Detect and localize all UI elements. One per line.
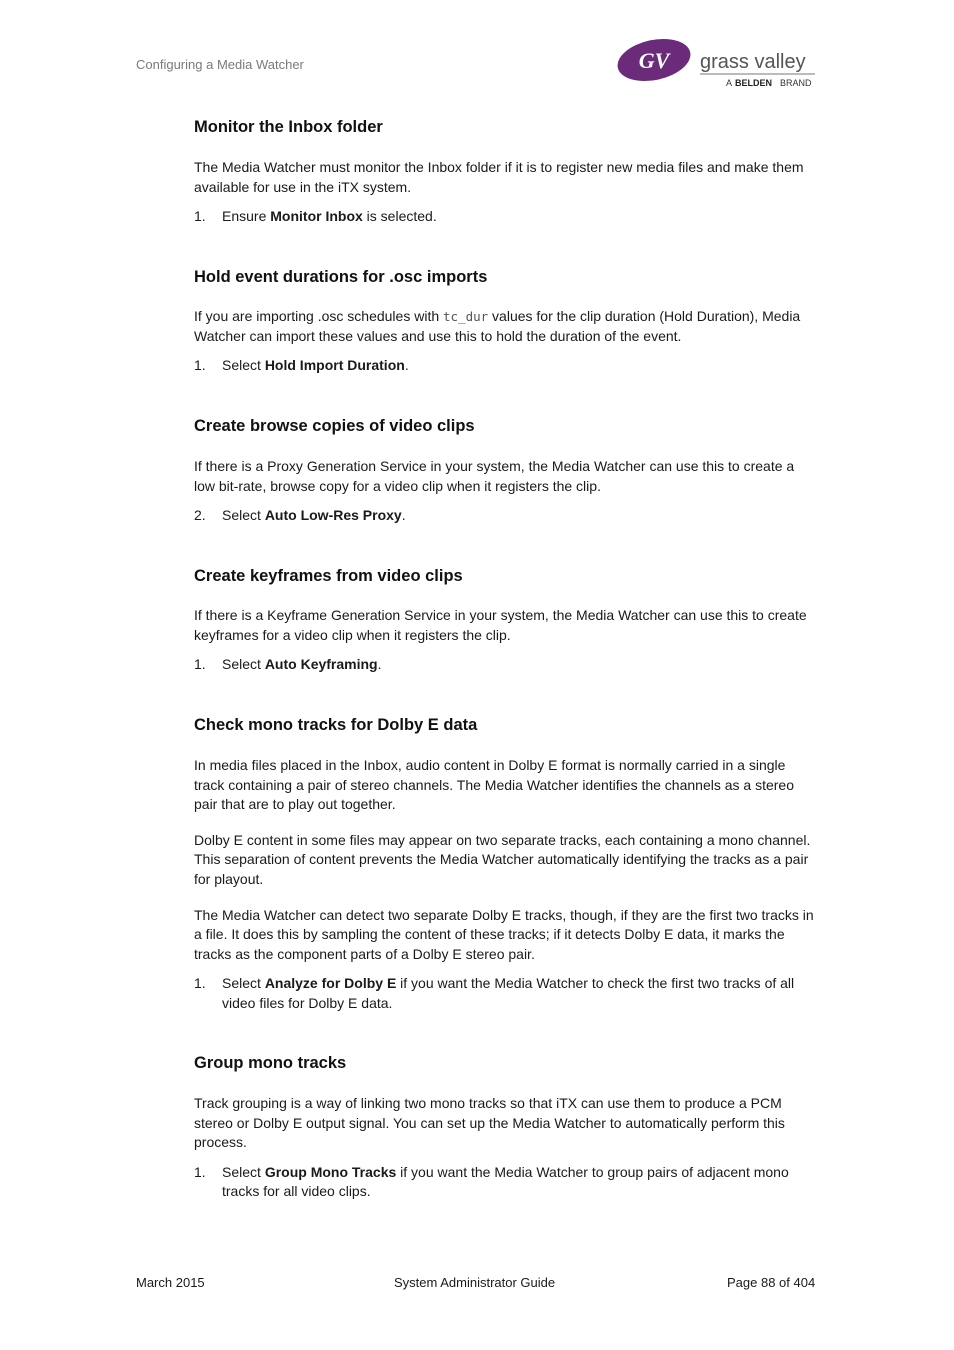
step-number: 1. — [194, 975, 206, 992]
step-item — [194, 207, 818, 227]
logo-brand-text: grass valley — [700, 51, 806, 73]
ui-option-label: Group Mono Tracks — [264, 1163, 397, 1180]
inline-code: tc_dur — [443, 309, 489, 324]
paragraph: The Media Watcher can detect two separate Dolby E tracks, though, if they are the first two tracks in a file. It does this by sampling the content of these tracks; if it detects Dolby E data, it marks the tracks as the component parts of a Dolby E stereo pair. — [194, 906, 814, 962]
step-text: is selected. — [362, 208, 437, 225]
section-heading: Hold event durations for .osc imports — [194, 268, 488, 286]
ui-option-label: Analyze for Dolby E — [264, 975, 397, 992]
step-number: 1. — [194, 208, 206, 225]
step-text: Select — [222, 357, 265, 374]
step-item — [194, 974, 818, 1013]
step-text: Select — [222, 507, 265, 524]
section-dolby-e-check — [194, 715, 818, 1014]
step-text: if you want the Media Watcher to group pairs of adjacent mono tracks for all video clips. — [222, 1163, 789, 1200]
step-number: 1. — [194, 1163, 206, 1180]
step-text: Ensure — [222, 208, 271, 225]
footer-page-number: Page 88 of 404 — [727, 1275, 816, 1290]
step-number: 1. — [194, 357, 206, 374]
grass-valley-logo — [616, 38, 816, 90]
logo-tagline-brand: BELDEN — [735, 78, 773, 88]
step-text: Select — [222, 975, 265, 992]
ui-option-label: Monitor Inbox — [270, 208, 363, 225]
step-text: . — [404, 357, 409, 374]
section-group-mono-tracks — [194, 1053, 818, 1202]
ui-option-label: Auto Low-Res Proxy — [264, 507, 402, 524]
section-browse-copies — [194, 416, 818, 526]
step-item — [194, 506, 818, 526]
step-text: . — [401, 507, 406, 524]
section-heading: Group mono tracks — [194, 1054, 347, 1072]
logo-tagline-suffix: BRAND — [780, 78, 812, 88]
section-heading: Check mono tracks for Dolby E data — [194, 716, 478, 734]
step-item — [194, 356, 818, 376]
paragraph: In media files placed in the Inbox, audio content in Dolby E format is normally carried in a single track containing a pair of stereo channels. The Media Watcher identifies the channels as a stereo pair that are to play out together. — [194, 757, 795, 813]
step-text: . — [377, 656, 382, 673]
paragraph: If there is a Keyframe Generation Service in your system, the Media Watcher can use this to create keyframes for a video clip when it registers the clip. — [194, 607, 807, 643]
paragraph: The Media Watcher must monitor the Inbox folder if it is to register new media files and make them available for use in the iTX system. — [194, 159, 804, 195]
paragraph — [194, 307, 818, 346]
step-item — [194, 1163, 818, 1202]
step-text: Select — [222, 1163, 265, 1180]
section-heading: Create browse copies of video clips — [194, 417, 475, 435]
section-heading: Monitor the Inbox folder — [194, 118, 383, 136]
step-number: 2. — [194, 507, 206, 524]
paragraph: Dolby E content in some files may appear on two separate tracks, each containing a mono channel. This separation of content prevents the Media Watcher automatically identifying the tracks as a pair for playout. — [194, 831, 811, 887]
step-text: Select — [222, 656, 265, 673]
section-keyframes — [194, 566, 818, 675]
footer-date: March 2015 — [136, 1275, 205, 1290]
step-text: if you want the Media Watcher to check the first two tracks of all video files for Dolby E data. — [222, 975, 795, 1011]
ui-option-label: Hold Import Duration — [264, 357, 405, 374]
step-number: 1. — [194, 656, 206, 673]
svg-text:GV: GV — [638, 48, 670, 73]
logo-tagline-prefix: A — [726, 78, 733, 88]
section-monitor-inbox — [194, 117, 818, 227]
paragraph: Track grouping is a way of linking two mono tracks so that iTX can use them to produce a PCM stereo or Dolby E output signal. You can set up the Media Watcher to automatically perform this process. — [194, 1095, 785, 1151]
paragraph-text: values for the clip duration (Hold Duration), Media Watcher can import these values and use this to hold the duration of the event. — [194, 308, 801, 344]
running-header: Configuring a Media Watcher — [136, 57, 304, 72]
paragraph-text: If you are importing .osc schedules with — [194, 308, 444, 324]
footer-doc-title: System Administrator Guide — [394, 1275, 556, 1290]
section-hold-durations — [194, 267, 818, 376]
step-item — [194, 655, 818, 675]
paragraph: If there is a Proxy Generation Service in your system, the Media Watcher can use this to create a low bit-rate, browse copy for a video clip when it registers the clip. — [194, 458, 795, 494]
ui-option-label: Auto Keyframing — [264, 656, 378, 673]
section-heading: Create keyframes from video clips — [194, 567, 463, 585]
